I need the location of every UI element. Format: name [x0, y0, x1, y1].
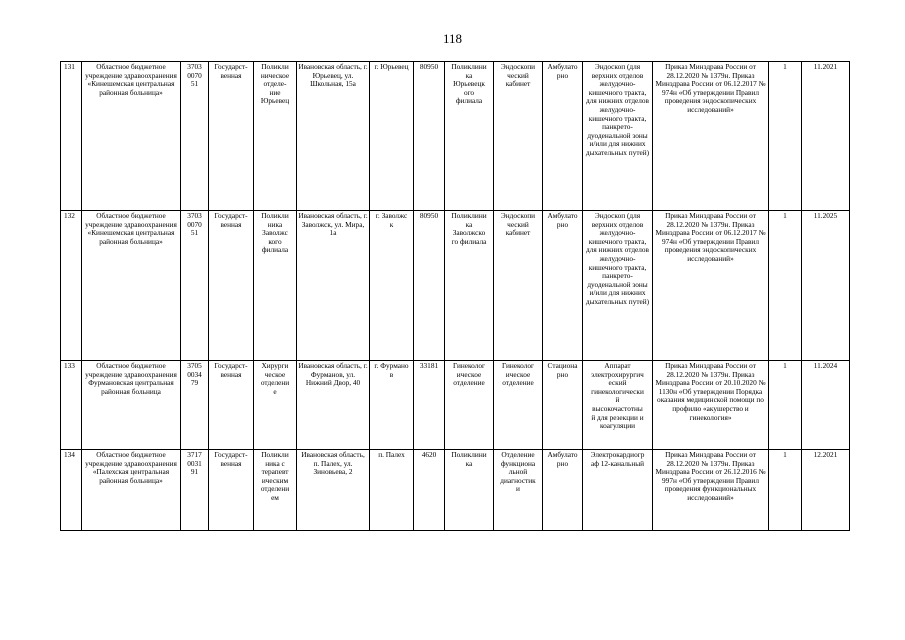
- table-row: [61, 450, 850, 531]
- equipment: Эндоскоп (для верхних отделов желудочно-кишечного тракта, для нижних отделов желудочно-кишечного тракта, панкрето-дуоденальной зоны и/или для нижних дыхательных путей): [583, 211, 653, 361]
- subdivision: Поликли ническое отделе- ние Юрьевец: [254, 62, 297, 211]
- oktmo-code: 80950: [414, 211, 445, 361]
- oktmo-code: 4620: [414, 450, 445, 531]
- room: Эндоскопи ческий кабинет: [494, 211, 543, 361]
- ownership-type: Государст- венная: [209, 211, 254, 361]
- page-number: 118: [442, 31, 463, 46]
- regulatory-standard: Приказ Минздрава России от 28.12.2020 № 1379н. Приказ Минздрава России от 26.12.2016 № 997н «Об утверждении Правил проведения функциональных исследований»: [653, 450, 769, 531]
- supply-date: 11.2025: [802, 211, 850, 361]
- locality: г. Заволжс к: [370, 211, 414, 361]
- supply-date: 11.2024: [802, 361, 850, 450]
- structural-unit: Поликлини ка Юрьевецк ого филиала: [445, 62, 494, 211]
- ownership-type: Государст- венная: [209, 62, 254, 211]
- supply-date: 12.2021: [802, 450, 850, 531]
- equipment: Аппарат электрохирургич еский гинекологически й высокочастотны й для резекции и коагуляции: [583, 361, 653, 450]
- address: Ивановская область, п. Палех, ул. Зиновьева, 2: [297, 450, 370, 531]
- locality: г. Юрьевец: [370, 62, 414, 211]
- row-number: 132: [61, 211, 82, 361]
- table-row: [61, 62, 850, 211]
- organization-code: 3705 0034 79: [181, 361, 209, 450]
- ownership-type: Государст- венная: [209, 361, 254, 450]
- organization-name: Областное бюджетное учреждение здравоохранения Фурмановская центральная районная больница: [82, 361, 181, 450]
- equipment: Эндоскоп (для верхних отделов желудочно-кишечного тракта, для нижних отделов желудочно-кишечного тракта, панкрето-дуоденальной зоны и/или для нижних дыхательных путей): [583, 62, 653, 211]
- ownership-type: Государст- венная: [209, 450, 254, 531]
- supply-date: 11.2021: [802, 62, 850, 211]
- regulatory-standard: Приказ Минздрава России от 28.12.2020 № 1379н. Приказ Минздрава России от 20.10.2020 № 1130н «Об утверждении Порядка оказания медицинской помощи по профилю «акушерство и гинекология»: [653, 361, 769, 450]
- subdivision: Хирурги ческое отделени е: [254, 361, 297, 450]
- structural-unit: Поликлини ка Заволжско го филиала: [445, 211, 494, 361]
- oktmo-code: 80950: [414, 62, 445, 211]
- room: Гинеколог ическое отделение: [494, 361, 543, 450]
- equipment-registry-table: [60, 61, 850, 531]
- locality: г. Фурмано в: [370, 361, 414, 450]
- table-row: [61, 211, 850, 361]
- address: Ивановская область, г. Юрьевец, ул. Школьная, 15а: [297, 62, 370, 211]
- quantity: 1: [769, 450, 802, 531]
- organization-code: 3703 0070 51: [181, 211, 209, 361]
- row-number: 133: [61, 361, 82, 450]
- organization-code: 3717 0031 91: [181, 450, 209, 531]
- organization-name: Областное бюджетное учреждение здравоохранения «Палехская центральная районная больница»: [82, 450, 181, 531]
- row-number: 134: [61, 450, 82, 531]
- row-number: 131: [61, 62, 82, 211]
- quantity: 1: [769, 361, 802, 450]
- structural-unit: Гинеколог ическое отделение: [445, 361, 494, 450]
- care-conditions: Амбулато рно: [543, 62, 583, 211]
- regulatory-standard: Приказ Минздрава России от 28.12.2020 № 1379н. Приказ Минздрава России от 06.12.2017 № 974н «Об утверждении Правил проведения эндоскопических исследований»: [653, 211, 769, 361]
- care-conditions: Амбулато рно: [543, 450, 583, 531]
- quantity: 1: [769, 211, 802, 361]
- oktmo-code: 33181: [414, 361, 445, 450]
- subdivision: Поликли ника с терапевт ическим отделени ем: [254, 450, 297, 531]
- subdivision: Поликли ника Заволжс кого филиала: [254, 211, 297, 361]
- room: Эндоскопи ческий кабинет: [494, 62, 543, 211]
- organization-code: 3703 0070 51: [181, 62, 209, 211]
- address: Ивановская область, г. Фурманов, ул. Нижний Двор, 40: [297, 361, 370, 450]
- care-conditions: Стациона рно: [543, 361, 583, 450]
- address: Ивановская область, г. Заволжск, ул. Мира, 1а: [297, 211, 370, 361]
- room: Отделение функциона льной диагностик и: [494, 450, 543, 531]
- structural-unit: Поликлини ка: [445, 450, 494, 531]
- organization-name: Областное бюджетное учреждение здравоохранения «Кинешемская центральная районная больница»: [82, 62, 181, 211]
- equipment: Электрокардиогр аф 12-канальный: [583, 450, 653, 531]
- regulatory-standard: Приказ Минздрава России от 28.12.2020 № 1379н. Приказ Минздрава России от 06.12.2017 № 974н «Об утверждении Правил проведения эндоскопических исследований»: [653, 62, 769, 211]
- care-conditions: Амбулато рно: [543, 211, 583, 361]
- organization-name: Областное бюджетное учреждение здравоохранения «Кинешемская центральная районная больница»: [82, 211, 181, 361]
- locality: п. Палех: [370, 450, 414, 531]
- table-row: [61, 361, 850, 450]
- quantity: 1: [769, 62, 802, 211]
